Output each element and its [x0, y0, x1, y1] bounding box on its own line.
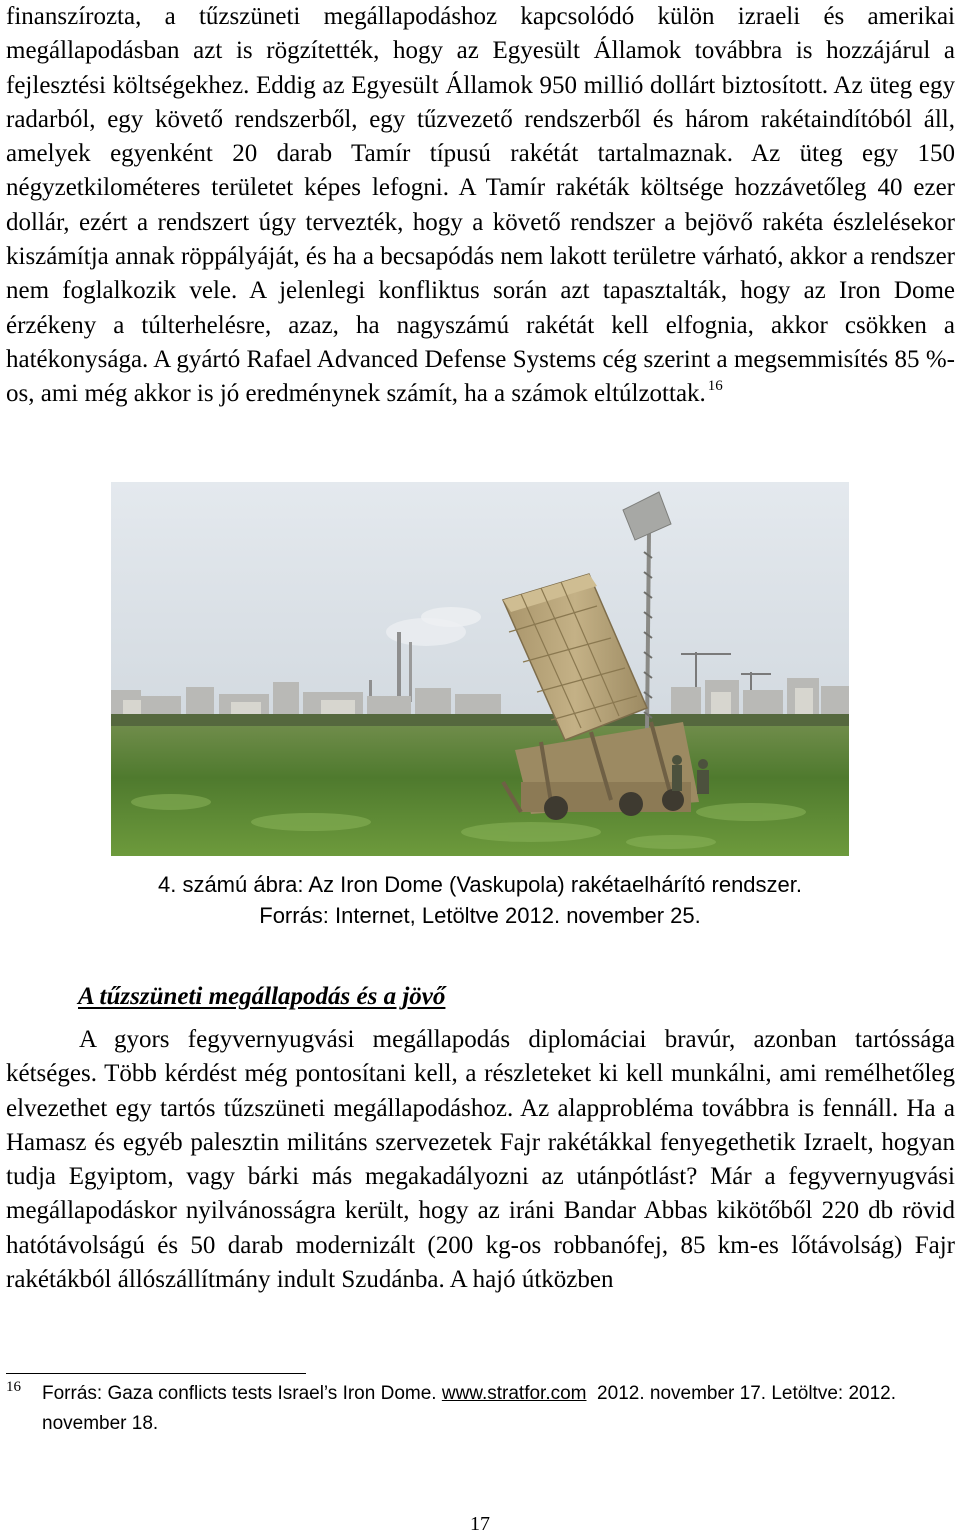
footnote-link[interactable]: www.stratfor.com	[441, 1383, 587, 1404]
figure-caption-source: Forrás: Internet, Letöltve 2012. november 25.	[259, 903, 701, 928]
figure-caption-line-1: 4. számú ábra: Az Iron Dome (Vaskupola) rakétaelhárító rendszer.	[157, 872, 802, 897]
paragraph-1-text: finanszírozta, a tűzszüneti megállapodáshoz kapcsolódó külön izraeli és amerikai megállapodásban azt is rögzítették, hogy az Egyesült Államok továbbra is hozzájárul a fejlesztési költségekhez. Eddig az Egyesült Államok 950 millió dollárt biztosított. Az üteg egy radarból, egy követő rendszerből, egy tűzvezető rendszerből és három rakétaindítóból áll, amelyek egyenként 20 darab Tamír típusú rakétát tartalmaznak. Az üteg egy 150 négyzetkilométeres területet képes lefogni. A Tamír rakéták költsége hozzávetőleg 40 ezer dollár, ezért a rendszert úgy tervezték, hogy a követő rendszer a bejövő rakéta észlelésekor kiszámítja annak röppályáját, és ha a becsapódás nem lakott területre várható, akkor a rendszer nem foglalkozik vele. A jelenlegi konfliktus során azt tapasztalták, hogy az Iron Dome érzékeny a túlterhelésre, azaz, ha nagyszámú rakétát kell elfognia, akkor csökken a hatékonysága. A gyártó Rafael Advanced Defense Systems cég szerint a megsemmisítés 85 %-os, ami még akkor is jó eredménynek számít, ha a számok eltúlzottak.	[6, 3, 955, 408]
page-number: 17	[470, 1513, 490, 1535]
footnote-separator	[6, 1373, 306, 1374]
footnote-source: Forrás: Gaza conflicts tests Israel’s Iron Dome.	[42, 1383, 442, 1404]
section-heading: A tűzszüneti megállapodás és a jövő	[78, 983, 446, 1010]
footnote-text	[42, 1379, 942, 1439]
iron-dome-photo	[111, 482, 849, 856]
footnote-reference[interactable]: 16	[707, 378, 723, 395]
footnote-dates: 2012. november 17. Letöltve: 2012. november 18.	[42, 1383, 902, 1434]
body-paragraph-2: A gyors fegyvernyugvási megállapodás diplomáciai bravúr, azonban tartóssága kétséges. Több kérdést még pontosítani kell, a részleteket ki kell munkálni, ami remélhetőleg elvezethet egy tartós tűzszüneti megállapodáshoz. Az alapprobléma továbbra is fennáll. Ha a Hamasz és egyéb palesztin militáns szervezetek Fajr rakétákkal fenyegethetik Izraelt, hogyan tudja Egyiptom, vagy bárki más megakadályozni az utánpótlást? Már a fegyvernyugvási megállapodáskor nyilvánosságra került, hogy az iráni Bandar Abbas kikötőből 220 db rövid hatótávolságú és 50 darab modernizált (200 kg-os robbanófej, 85 km-es lőtávolság) Fajr rakétákból állószállítmány indult Szudánba. A hajó útközben	[6, 1026, 955, 1294]
body-paragraph-1	[6, 0, 955, 412]
footnote-number: 16	[6, 1379, 21, 1395]
